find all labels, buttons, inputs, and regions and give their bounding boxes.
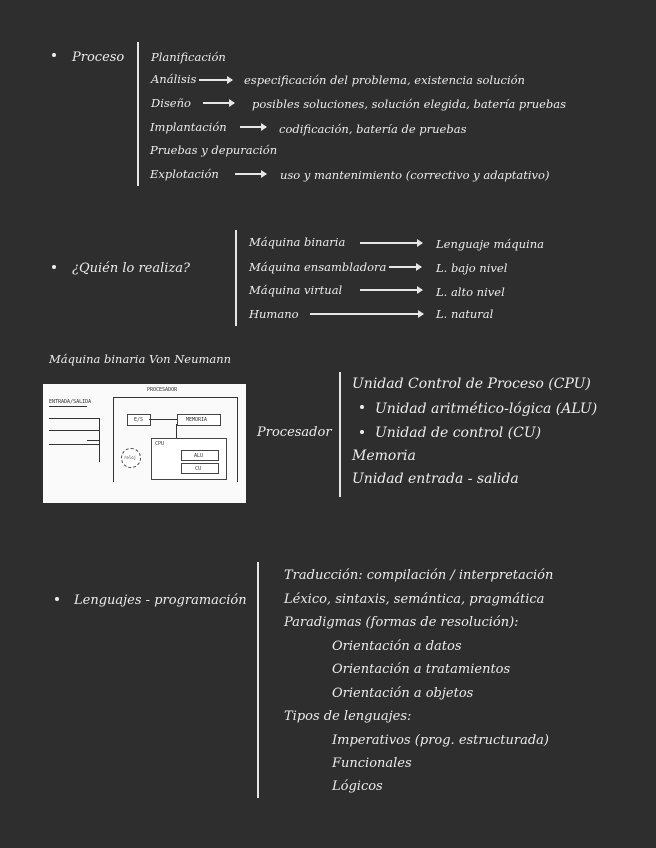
procesador-item: Memoria [352, 448, 416, 464]
lenguajes-line: Tipos de lenguajes: [284, 709, 412, 724]
lenguajes-subitem: Lógicos [332, 779, 383, 794]
diagram-line [113, 397, 114, 482]
arrow-icon [203, 102, 234, 104]
lenguajes-subitem: Orientación a tratamientos [332, 662, 511, 677]
step-label: Planificación [151, 50, 226, 64]
quien-right: L. alto nivel [436, 285, 505, 299]
arrow-icon [389, 266, 421, 268]
arrow-icon [310, 313, 423, 315]
diagram-line [49, 444, 99, 445]
procesador-item: Unidad de control (CU) [375, 425, 542, 441]
proceso-heading: Proceso [72, 50, 125, 65]
step-detail: codificación, batería de pruebas [279, 122, 467, 136]
diagram-line [237, 397, 238, 482]
procesador-item: Unidad aritmético-lógica (ALU) [375, 401, 598, 417]
diagram-alu-box: ALU [181, 450, 219, 461]
lenguajes-brace-line [257, 562, 259, 798]
quien-heading: ¿Quién lo realiza? [72, 261, 191, 276]
diagram-line [49, 406, 87, 407]
bullet-dot [52, 265, 56, 269]
step-label: Explotación [150, 167, 219, 181]
diagram-clock-circle: reloj [121, 448, 141, 468]
procesador-item: Unidad Control de Proceso (CPU) [352, 376, 591, 392]
procesador-brace-line [339, 372, 341, 497]
proceso-brace-line [137, 42, 139, 186]
step-label: Pruebas y depuración [150, 143, 278, 157]
lenguajes-heading: Lenguajes - programación [74, 593, 247, 608]
quien-left: Máquina ensambladora [249, 260, 387, 274]
diagram-cpu-box: CPU [151, 438, 227, 480]
diagram-line [49, 418, 99, 419]
quien-right: L. natural [436, 307, 494, 321]
diagram-left-label: ENTRADA/SALIDA [49, 399, 92, 405]
bullet-dot [360, 430, 364, 434]
procesador-label: Procesador [257, 425, 332, 440]
step-label: Implantación [150, 120, 227, 134]
arrow-icon [199, 79, 232, 81]
step-detail: especificación del problema, existencia solución [244, 73, 525, 87]
bullet-dot [52, 53, 56, 57]
lenguajes-subitem: Orientación a datos [332, 639, 462, 654]
step-label: Diseño [151, 96, 191, 110]
lenguajes-line: Traducción: compilación / interpretación [284, 568, 554, 583]
step-detail: uso y mantenimiento (correctivo y adaptativo) [280, 168, 550, 182]
diagram-line [49, 430, 99, 431]
quien-left: Máquina binaria [249, 235, 346, 249]
quien-right: L. bajo nivel [436, 261, 508, 275]
diagram-line [149, 419, 177, 420]
arrow-icon [235, 173, 266, 175]
diagram-line [99, 418, 100, 462]
procesador-item: Unidad entrada - salida [352, 471, 519, 487]
von-neumann-title: Máquina binaria Von Neumann [49, 352, 232, 366]
diagram-es-box: E/S [127, 414, 151, 426]
quien-left: Máquina virtual [249, 283, 343, 297]
step-label: Análisis [151, 72, 197, 86]
arrow-icon [360, 289, 422, 291]
diagram-line [176, 424, 177, 438]
lenguajes-line: Léxico, sintaxis, semántica, pragmática [284, 592, 545, 607]
lenguajes-subitem: Imperativos (prog. estructurada) [332, 733, 549, 748]
arrow-icon [360, 242, 422, 244]
step-detail: posibles soluciones, solución elegida, batería pruebas [252, 97, 567, 111]
bullet-dot [360, 405, 364, 409]
lenguajes-subitem: Orientación a objetos [332, 686, 474, 701]
lenguajes-line: Paradigmas (formas de resolución): [284, 615, 519, 630]
bullet-dot [55, 597, 59, 601]
diagram-line [113, 397, 237, 398]
quien-brace-line [235, 230, 237, 326]
diagram-header: PROCESADOR [147, 387, 178, 393]
von-neumann-diagram [43, 384, 246, 503]
diagram-memoria-box: MEMORIA [177, 414, 221, 426]
quien-left: Humano [249, 307, 299, 321]
lenguajes-subitem: Funcionales [332, 756, 412, 771]
quien-right: Lenguaje máquina [436, 237, 544, 251]
diagram-cu-box: CU [181, 463, 219, 474]
arrow-icon [240, 126, 266, 128]
diagram-line [87, 440, 99, 441]
